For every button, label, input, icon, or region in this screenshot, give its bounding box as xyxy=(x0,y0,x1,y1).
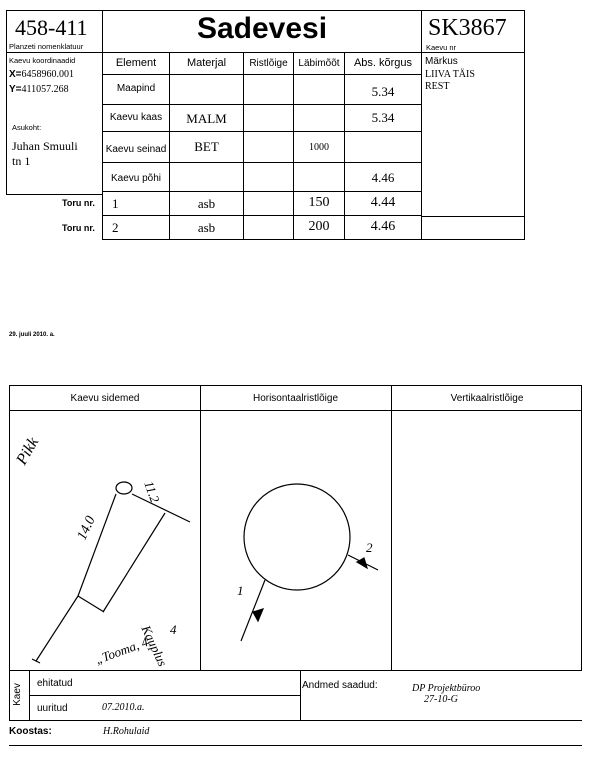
page-title: Sadevesi xyxy=(196,12,328,45)
sketch-col-connections: Kaevu sidemed xyxy=(70,393,140,404)
pipe-label-2: Toru nr. xyxy=(62,223,95,233)
pipe-diameter: 150 xyxy=(294,192,345,216)
hand-2: 2 xyxy=(366,540,373,555)
sketch-col-horizontal: Horisontaalristlõige xyxy=(252,393,339,404)
hand-112: 11.2 xyxy=(141,478,163,505)
author-value: H.Rohulaid xyxy=(103,726,150,737)
hand-4: 4 xyxy=(170,622,177,637)
remarks-line2: REST xyxy=(425,81,450,92)
row-label-lid: Kaevu kaas xyxy=(103,105,170,132)
footer-table xyxy=(9,671,582,721)
row-label-ground: Maapind xyxy=(103,75,170,105)
manhole-circle-sketch xyxy=(116,482,132,494)
location-line2: tn 1 xyxy=(12,154,31,168)
well-id: SK3867 xyxy=(428,15,507,41)
built-label: ehitatud xyxy=(37,678,73,689)
cell-height: 5.34 xyxy=(345,105,422,132)
sheet-code: 458-411 xyxy=(15,15,88,40)
location-line1: Juhan Smuuli xyxy=(12,139,78,153)
hand-1: 1 xyxy=(237,583,244,598)
author-label: Koostas: xyxy=(9,726,52,737)
pipe-height: 4.46 xyxy=(345,216,422,240)
pipe-material: asb xyxy=(170,216,244,240)
coord-x: X=6458960.001 xyxy=(9,69,75,80)
col-header-diameter: Läbimõõt xyxy=(294,53,345,75)
pipe-diameter: 200 xyxy=(294,216,345,240)
hand-kauplus: Kauplus xyxy=(138,622,171,669)
row-label-bottom: Kaevu põhi xyxy=(103,163,170,192)
coords-caption: Kaevu koordinaadid xyxy=(9,56,76,65)
remarks-caption: Märkus xyxy=(425,56,458,67)
footer-row-divider xyxy=(29,695,300,696)
remarks-line1: LIIVA TÄIS xyxy=(425,69,475,80)
data-source-label: Andmed saadud: xyxy=(302,680,378,691)
data-source-value-2: 27-10-G xyxy=(424,694,458,705)
cell-material: MALM xyxy=(170,105,244,132)
coord-y: Y=411057.268 xyxy=(9,84,69,95)
cell-height: 4.46 xyxy=(345,163,422,192)
cell-height: 5.34 xyxy=(345,75,422,105)
pipe-number: 1 xyxy=(103,192,170,216)
col-header-cross: Ristlõige xyxy=(244,53,294,75)
surveyed-value: 07.2010.a. xyxy=(102,702,145,713)
location-caption: Asukoht: xyxy=(12,123,42,132)
col-header-element: Element xyxy=(103,53,170,75)
col-header-height: Abs. kõrgus xyxy=(345,53,422,75)
date-note: 29. juuli 2010. a. xyxy=(9,332,55,338)
cell-diameter: 1000 xyxy=(294,132,345,163)
cell-material: BET xyxy=(170,132,244,163)
hand-pikk: Pikk xyxy=(13,434,43,468)
kaev-label: Kaev xyxy=(11,683,23,706)
data-source-value-1: DP Projektbüroo xyxy=(412,683,481,694)
hand-14: 14.0 xyxy=(74,513,99,543)
col-header-material: Materjal xyxy=(170,53,244,75)
well-id-caption: Kaevu nr xyxy=(426,43,457,52)
author-line xyxy=(9,745,582,746)
sheet-caption: Planzeti nomenklatuur xyxy=(9,42,84,51)
footer-divider-mid xyxy=(300,671,301,720)
row-label-walls: Kaevu seinad xyxy=(103,132,170,163)
well-circle xyxy=(244,484,350,590)
hand-toomap: „Tooma, 4 xyxy=(93,634,151,668)
pipe-height: 4.44 xyxy=(345,192,422,216)
pipe-material: asb xyxy=(170,192,244,216)
sketch-col-vertical: Vertikaalristlõige xyxy=(450,393,524,404)
pipe-label-1: Toru nr. xyxy=(62,198,95,208)
pipe-number: 2 xyxy=(103,216,170,240)
surveyed-label: uuritud xyxy=(37,703,68,714)
